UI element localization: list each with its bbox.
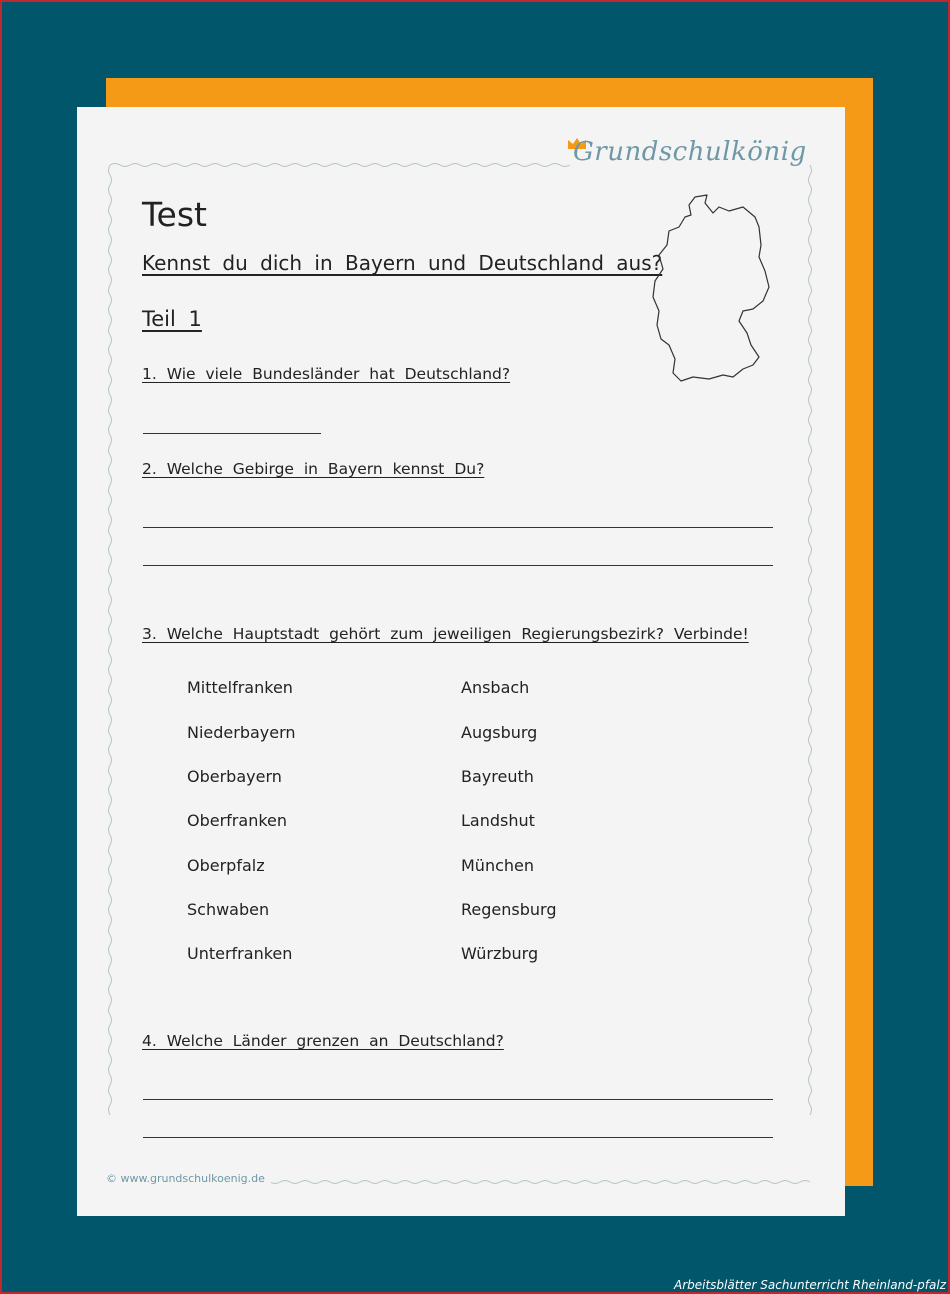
capital-item: Regensburg bbox=[461, 900, 557, 919]
part-heading: Teil 1 bbox=[142, 307, 202, 331]
question-3: 3. Welche Hauptstadt gehört zum jeweiligen Regierungsbezirk? Verbinde! bbox=[142, 625, 749, 643]
answer-line-q4-1[interactable] bbox=[143, 1099, 773, 1100]
district-item: Niederbayern bbox=[187, 723, 296, 742]
logo-text: Grundschulkönig bbox=[573, 137, 807, 167]
germany-map-icon bbox=[647, 193, 777, 385]
district-item: Mittelfranken bbox=[187, 678, 293, 697]
district-item: Oberfranken bbox=[187, 811, 288, 830]
answer-line-q1[interactable] bbox=[143, 433, 321, 434]
district-item: Oberbayern bbox=[187, 767, 282, 786]
district-item: Unterfranken bbox=[187, 944, 293, 963]
answer-line-q2-1[interactable] bbox=[143, 527, 773, 528]
copyright-footer: © www.grundschulkoenig.de bbox=[106, 1172, 271, 1185]
capital-item: Würzburg bbox=[461, 944, 539, 963]
capital-item: München bbox=[461, 856, 535, 875]
worksheet-page bbox=[77, 107, 845, 1216]
question-1: 1. Wie viele Bundesländer hat Deutschland? bbox=[142, 365, 511, 383]
image-caption: Arbeitsblätter Sachunterricht Rheinland-pfalz bbox=[673, 1278, 946, 1292]
page-title: Test bbox=[142, 195, 207, 234]
capital-item: Bayreuth bbox=[461, 767, 534, 786]
district-item: Schwaben bbox=[187, 900, 270, 919]
capital-item: Landshut bbox=[461, 811, 535, 830]
question-2: 2. Welche Gebirge in Bayern kennst Du? bbox=[142, 460, 485, 478]
answer-line-q2-2[interactable] bbox=[143, 565, 773, 566]
capital-item: Augsburg bbox=[461, 723, 538, 742]
answer-line-q4-2[interactable] bbox=[143, 1137, 773, 1138]
page-subtitle: Kennst du dich in Bayern und Deutschland aus? bbox=[142, 251, 663, 275]
capital-item: Ansbach bbox=[461, 678, 530, 697]
district-item: Oberpfalz bbox=[187, 856, 265, 875]
question-4: 4. Welche Länder grenzen an Deutschland? bbox=[142, 1032, 504, 1050]
